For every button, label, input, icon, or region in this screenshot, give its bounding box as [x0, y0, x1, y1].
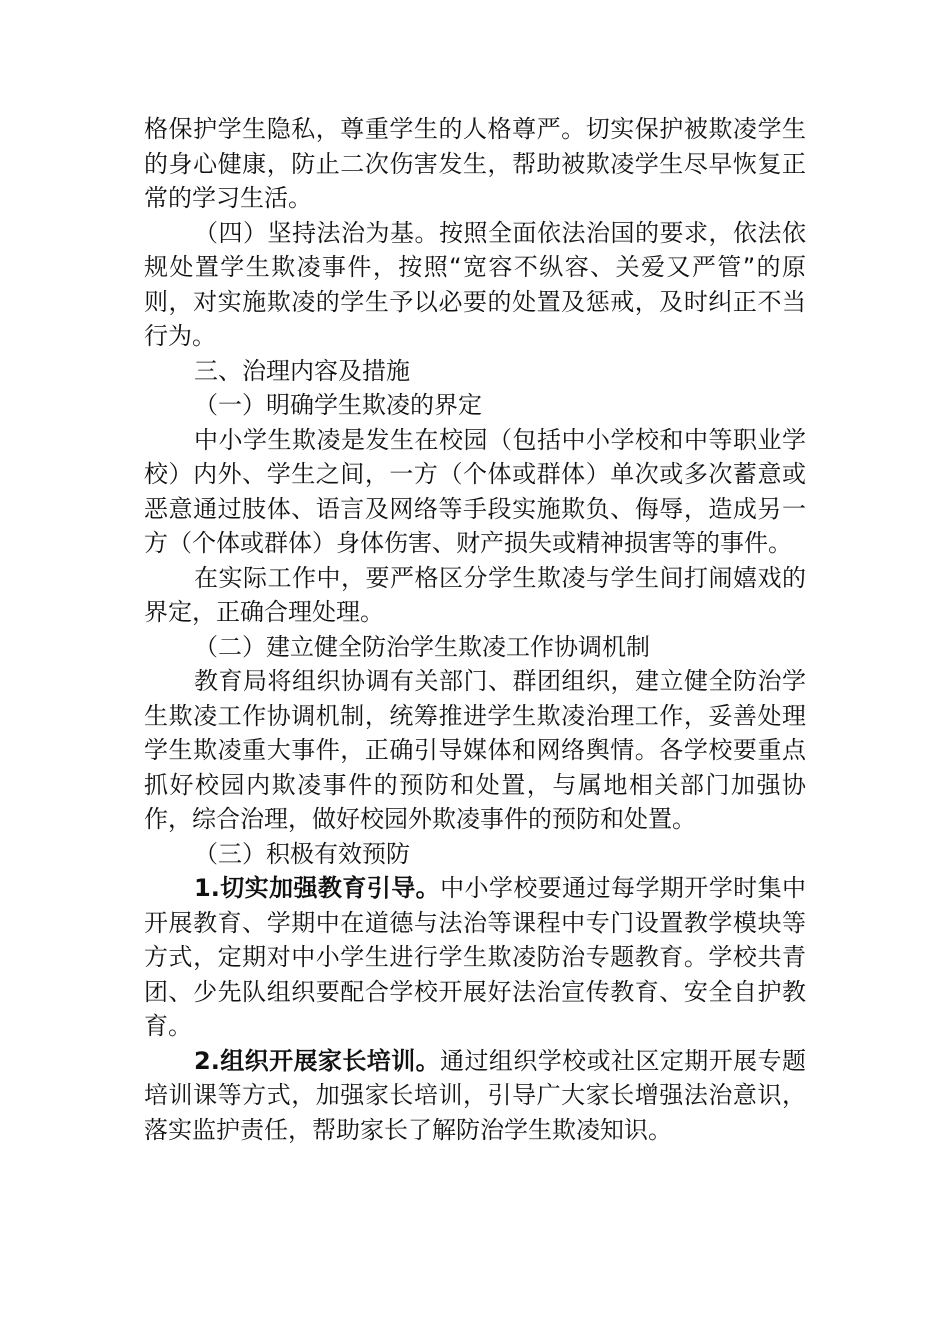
- paragraph-parent-training: [144, 1044, 806, 1148]
- item-2-body: 通过组织学校或社区定期开展专题培训课等方式，加强家长培训，引导广大家长增强法治意识，落实监护责任，帮助家长了解防治学生欺凌知识。: [144, 1046, 806, 1144]
- item-2-title: 2.组织开展家长培训。: [194, 1046, 441, 1075]
- subheading-prevention: （三）积极有效预防: [194, 839, 410, 868]
- subheading-definition: （一）明确学生欺凌的界定: [194, 391, 482, 419]
- item-1-title: 1.切实加强教育引导。: [194, 874, 441, 902]
- paragraph-distinction: 在实际工作中，要严格区分学生欺凌与学生间打闹嬉戏的界定，正确合理处理。: [144, 563, 806, 626]
- paragraph-continuation: 格保护学生隐私，尊重学生的人格尊严。切实保护被欺凌学生的身心健康，防止二次伤害发生，帮助被欺凌学生尽早恢复正常的学习生活。: [144, 115, 806, 212]
- paragraph-education-guidance: [144, 871, 806, 1044]
- item-1-body: 中小学校要通过每学期开学时集中开展教育、学期中在道德与法治等课程中专门设置教学模块等方式，定期对中小学生进行学生欺凌防治专题教育。学校共青团、少先队组织要配合学校开展好法治宣传教育、安全自护教育。: [144, 874, 806, 1040]
- subheading-coordination-mechanism: （二）建立健全防治学生欺凌工作协调机制: [194, 632, 650, 661]
- document-page: [144, 112, 806, 1147]
- paragraph-bullying-definition: 中小学生欺凌是发生在校园（包括中小学校和中等职业学校）内外、学生之间，一方（个体或群体）单次或多次蓄意或恶意通过肢体、语言及网络等手段实施欺负、侮辱，造成另一方（个体或群体）身体伤害、财产损失或精神损害等的事件。: [144, 425, 806, 557]
- paragraph-coordination: 教育局将组织协调有关部门、群团组织，建立健全防治学生欺凌工作协调机制，统筹推进学生欺凌治理工作，妥善处理学生欺凌重大事件，正确引导媒体和网络舆情。各学校要重点抓好校园内欺凌事件的预防和处置，与属地相关部门加强协作，综合治理，做好校园外欺凌事件的预防和处置。: [144, 667, 806, 833]
- paragraph-rule-of-law: （四）坚持法治为基。按照全面依法治国的要求，依法依规处置学生欺凌事件，按照“宽容不纵容、关爱又严管”的原则，对实施欺凌的学生予以必要的处置及惩戒，及时纠正不当行为。: [144, 218, 806, 350]
- section-heading-governance-content: 三、治理内容及措施: [194, 356, 410, 385]
